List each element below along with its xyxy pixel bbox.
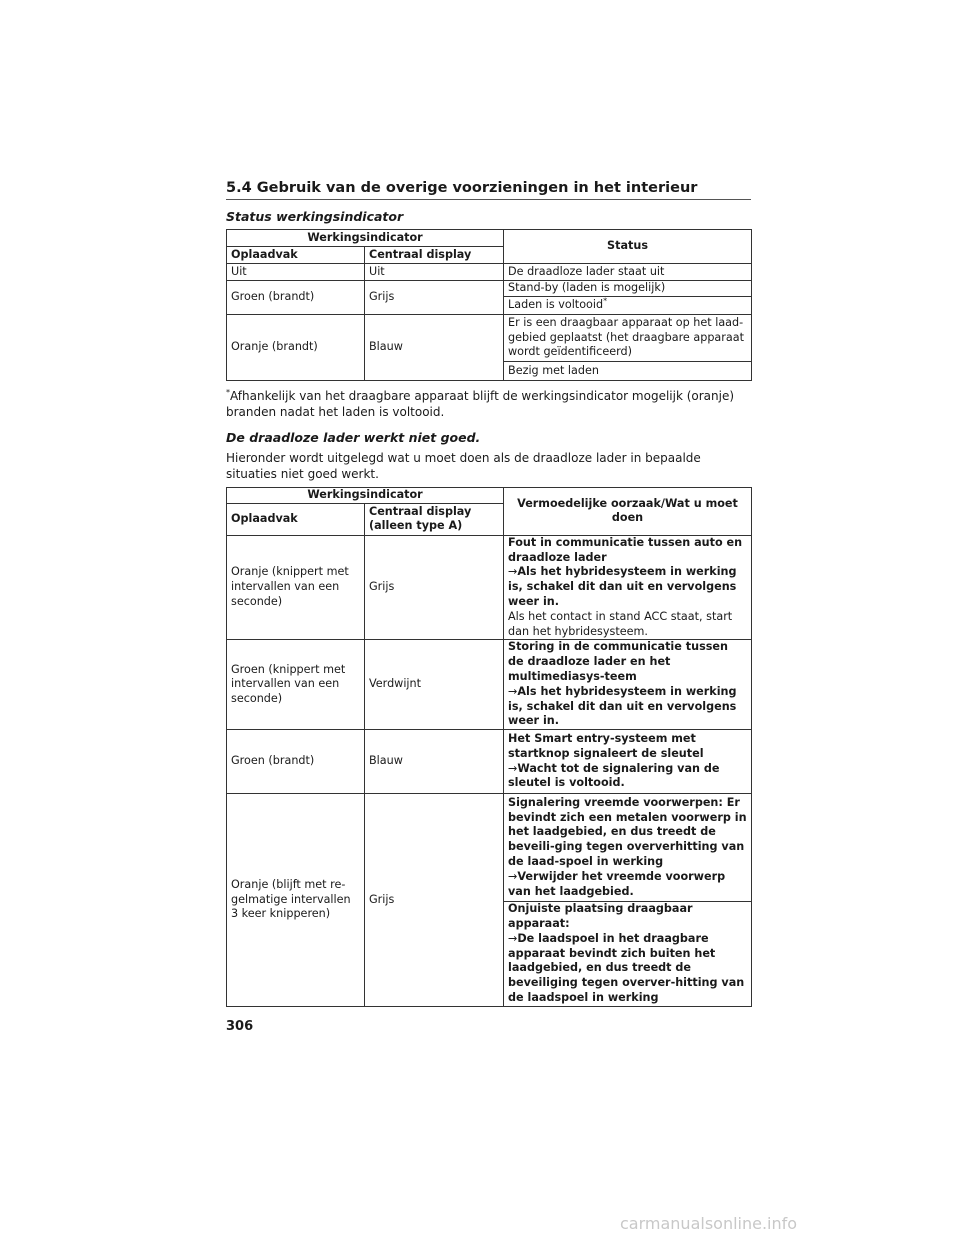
action-text: →Als het hybridesysteem in werking is, schakel dit dan uit en vervolgens weer in. — [508, 684, 737, 728]
cause-text: Het Smart entry-systeem met startknop signaleert de sleutel — [508, 732, 704, 760]
cell-oplaadvak: Groen (brandt) — [227, 730, 365, 794]
action-text: →Wacht tot de signalering van de sleutel is voltooid. — [508, 761, 720, 790]
cell-cause — [504, 640, 752, 730]
cell-oplaadvak: Oranje (blijft met re-gelmatige intervallen 3 keer knipperen) — [227, 794, 365, 1007]
cell-display: Verdwijnt — [365, 640, 504, 730]
section2-intro: Hieronder wordt uitgelegd wat u moet doen als de draadloze lader in bepaalde situaties niet goed werkt. — [226, 451, 701, 481]
status-table — [226, 229, 752, 381]
cell-display: Grijs — [365, 281, 504, 315]
watermark: carmanualsonline.info — [620, 1214, 798, 1233]
cause-text: Storing in de communicatie tussen de draadloze lader en het multimediasys-teem — [508, 640, 728, 683]
cause-text: Onjuiste plaatsing draagbaar apparaat: — [508, 902, 693, 930]
col-status-header: Status — [504, 230, 752, 264]
section-title: 5.4 Gebruik van de overige voorzieningen in het interieur — [226, 180, 751, 200]
col-display-header: Centraal display (alleen type A) — [365, 503, 504, 535]
footnote — [226, 388, 751, 420]
cause-text: Fout in communicatie tussen auto en draadloze lader — [508, 535, 743, 564]
arrow-icon: → — [508, 869, 518, 883]
group-header: Werkingsindicator — [227, 488, 504, 504]
col-cause-header: Vermoedelijke oorzaak/Wat u moet doen — [504, 488, 752, 536]
footnote-mark: * — [226, 388, 230, 397]
cell-display: Grijs — [365, 535, 504, 640]
cell-status: De draadloze lader staat uit — [504, 264, 752, 281]
page-number: 306 — [226, 1019, 254, 1034]
table-row — [227, 730, 752, 794]
table-row — [227, 640, 752, 730]
table-row — [227, 315, 752, 362]
table-row — [227, 794, 752, 902]
troubleshooting-table — [226, 487, 752, 1007]
footnote-text: Afhankelijk van het draagbare apparaat blijft de werkingsindicator mogelijk (oranje) branden nadat het laden is voltooid. — [226, 389, 735, 419]
action-text: →Verwijder het vreemde voorwerp van het laadgebied. — [508, 869, 726, 898]
cell-status: Bezig met laden — [504, 362, 752, 381]
table1-title: Status werkingsindicator — [226, 209, 404, 224]
col-oplaadvak-header: Oplaadvak — [227, 503, 365, 535]
cause-text: Signalering vreemde voorwerpen: Er bevindt zich een metalen voorwerp in het laadgebied, en dus treedt de beveili-ging tegen oververhitting van de laad-spoel in werking — [508, 795, 747, 869]
arrow-icon: → — [508, 565, 518, 579]
status-text: Laden is voltooid — [508, 298, 604, 312]
cell-cause — [504, 794, 752, 902]
arrow-icon: → — [508, 684, 518, 698]
cell-oplaadvak: Groen (brandt) — [227, 281, 365, 315]
section2-title: De draadloze lader werkt niet goed. — [226, 430, 481, 445]
cell-oplaadvak: Oranje (knippert met intervallen van een seconde) — [227, 535, 365, 640]
cell-display: Uit — [365, 264, 504, 281]
cell-cause — [504, 730, 752, 794]
cell-display: Blauw — [365, 730, 504, 794]
table-row — [227, 264, 752, 281]
table-row — [227, 535, 752, 640]
cell-display: Grijs — [365, 794, 504, 1007]
cell-cause — [504, 902, 752, 1007]
cell-status — [504, 297, 752, 315]
note-text: Als het contact in stand ACC staat, start dan het hybridesysteem. — [508, 609, 733, 638]
action-text: →Als het hybridesysteem in werking is, schakel dit dan uit en vervolgens weer in. — [508, 565, 737, 608]
cell-oplaadvak: Uit — [227, 264, 365, 281]
cell-display: Blauw — [365, 315, 504, 381]
arrow-icon: → — [508, 931, 518, 945]
cell-status: Stand-by (laden is mogelijk) — [504, 281, 752, 297]
table-row — [227, 281, 752, 297]
cell-cause — [504, 535, 752, 640]
page-content — [226, 180, 751, 1007]
cell-status: Er is een draagbaar apparaat op het laad-gebied geplaatst (het draagbare apparaat wordt geïdentificeerd) — [504, 315, 752, 362]
footnote-mark: * — [603, 296, 608, 306]
col-display-header: Centraal display — [365, 247, 504, 264]
col-oplaadvak-header: Oplaadvak — [227, 247, 365, 264]
arrow-icon: → — [508, 761, 518, 775]
group-header: Werkingsindicator — [227, 230, 504, 247]
cell-oplaadvak: Groen (knippert met intervallen van een seconde) — [227, 640, 365, 730]
action-text: →De laadspoel in het draagbare apparaat bevindt zich buiten het laadgebied, en dus treedt de beveiliging tegen overver-hitting van de laadspoel in werking — [508, 931, 745, 1004]
cell-oplaadvak: Oranje (brandt) — [227, 315, 365, 381]
